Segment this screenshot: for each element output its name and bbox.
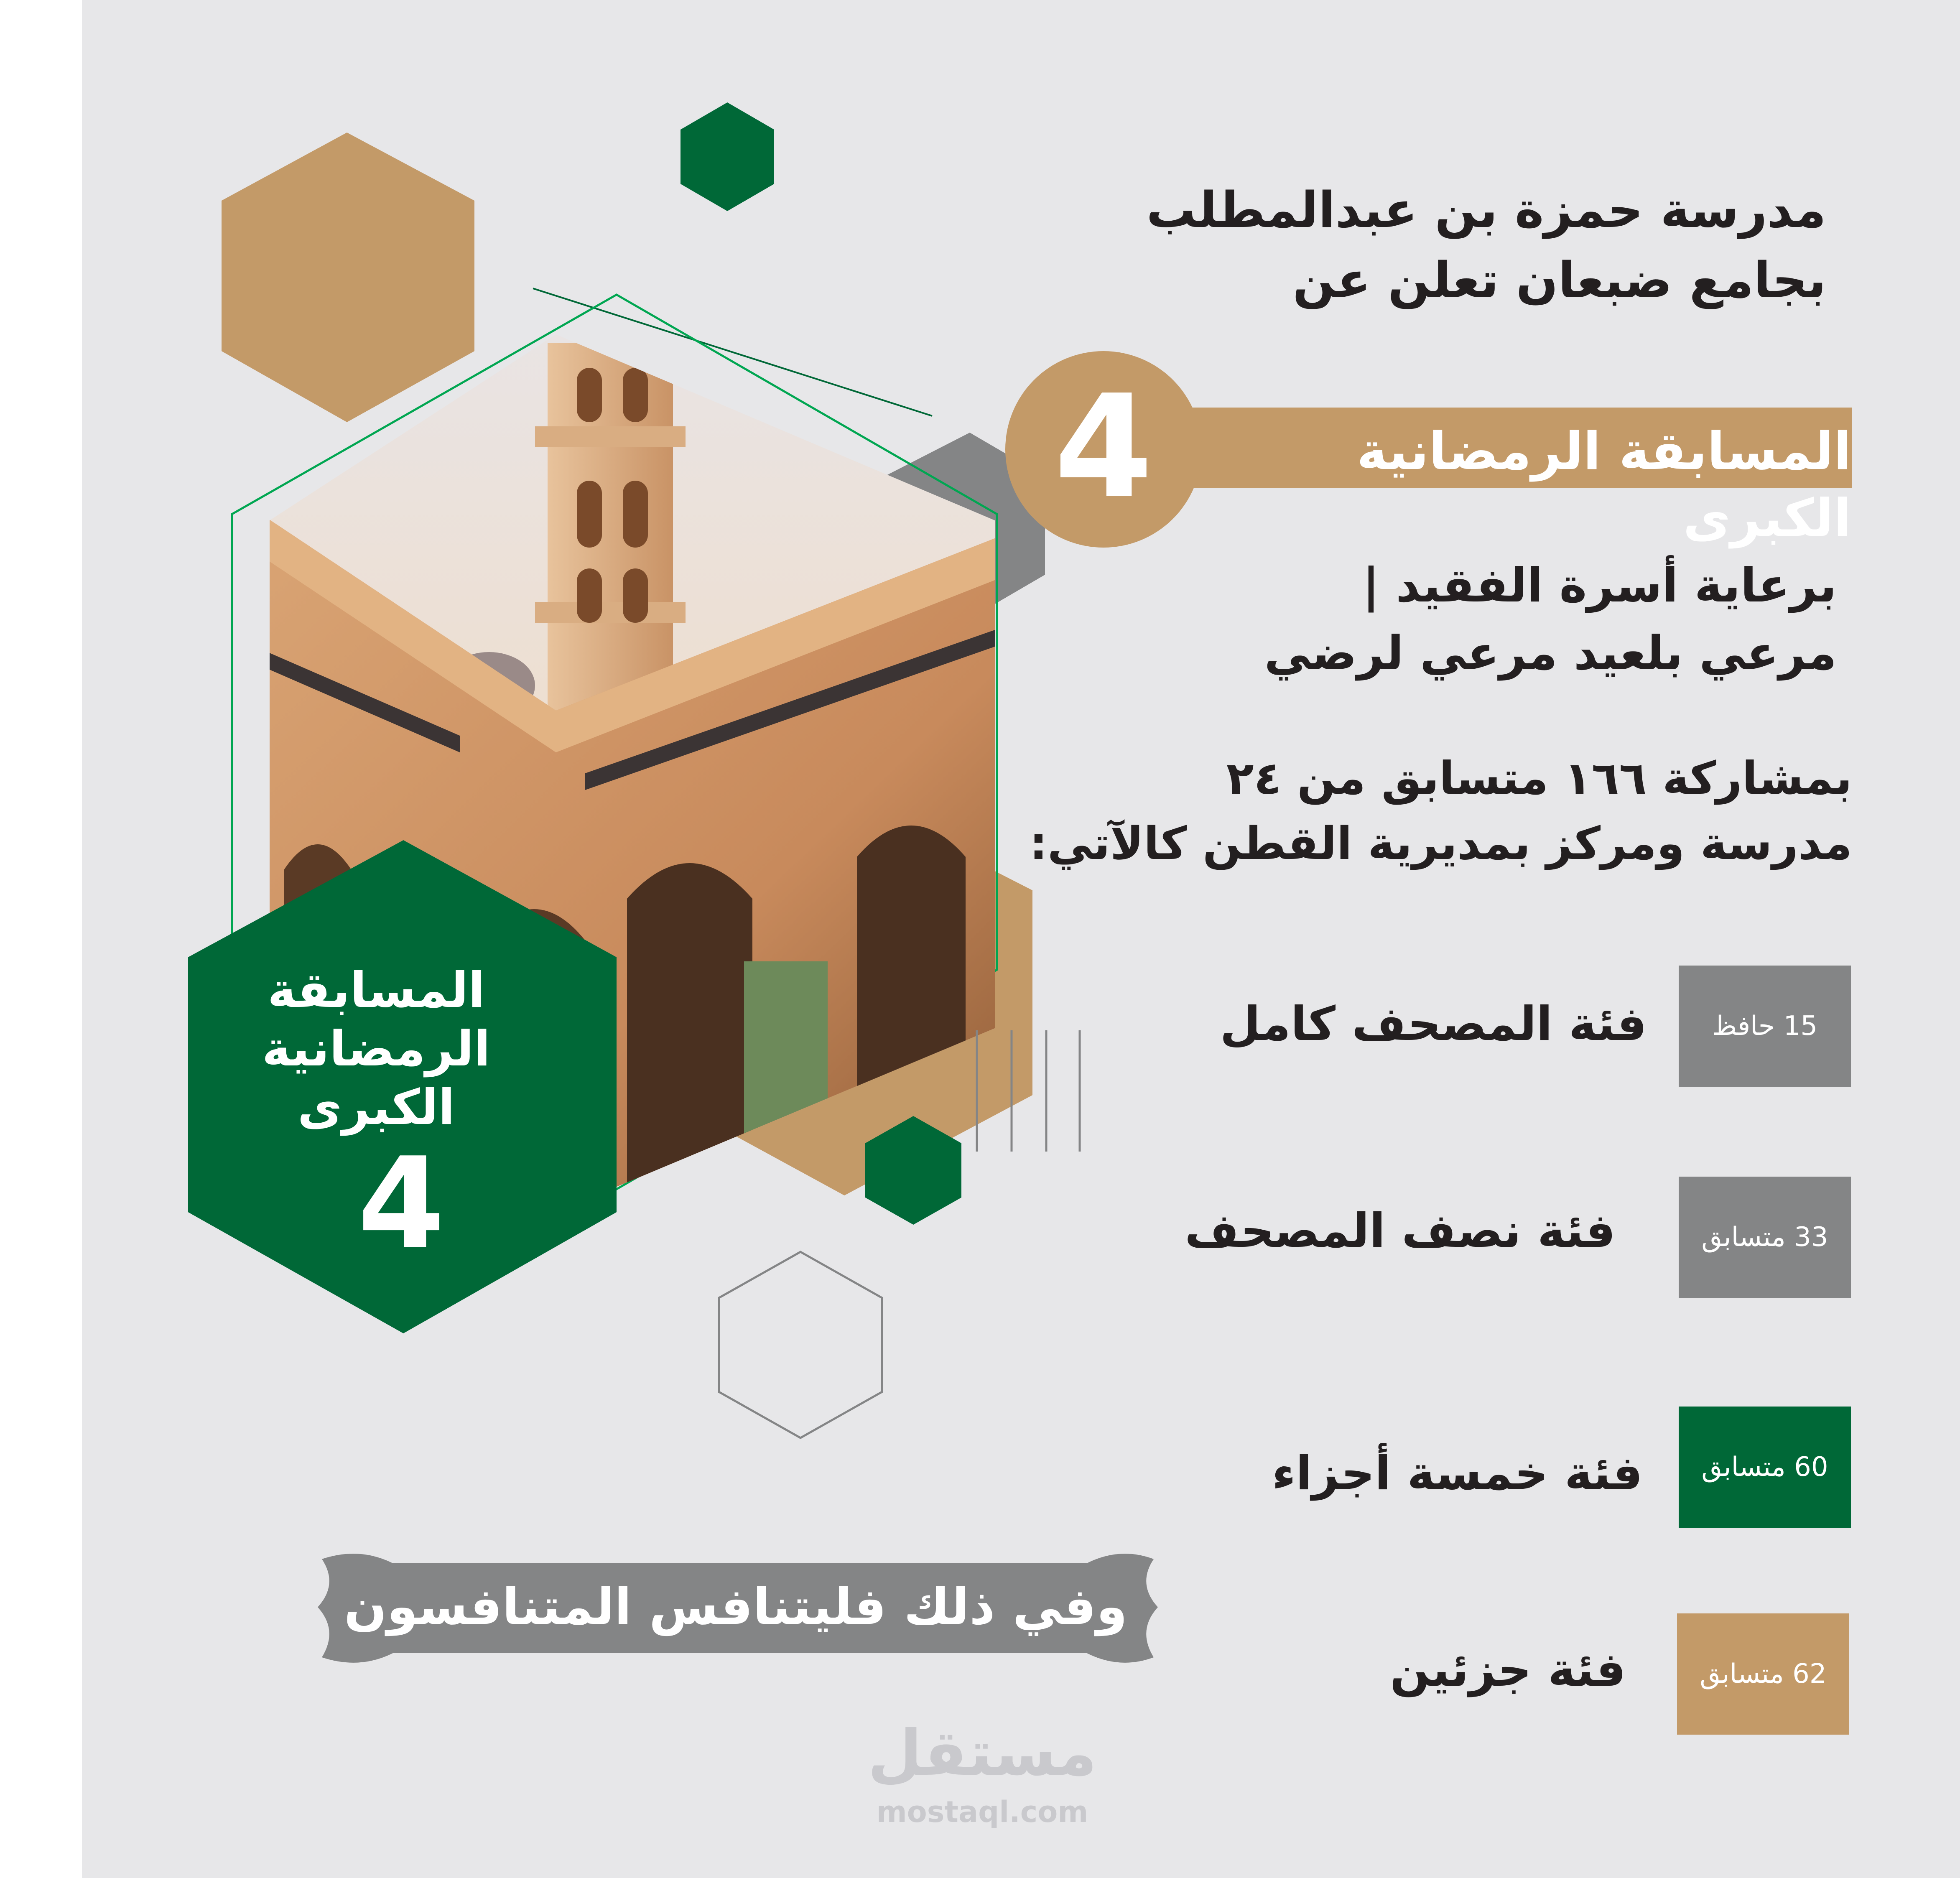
category-label-half-quran: فئة نصف المصحف [1185, 1204, 1616, 1258]
category-label-full-quran: فئة المصحف كامل [1220, 997, 1647, 1051]
watermark-logo: مستقل [867, 1717, 1097, 1790]
banner-number: 4 [1054, 364, 1153, 530]
heading-line-1: مدرسة حمزة بن عبدالمطلب [1146, 181, 1826, 239]
heading-line-2: بجامع ضبعان تعلن عن [1292, 251, 1826, 309]
category-label-five-parts: فئة خمسة أجزاء [1272, 1446, 1643, 1501]
hex-badge-line-1: المسابقة [267, 962, 485, 1019]
category-count-two-parts: 62 متسابق [1677, 1613, 1849, 1735]
green-hexagon-top [681, 102, 774, 211]
category-count-half-quran: 33 متسابق [1679, 1177, 1851, 1298]
participation-line-1: بمشاركة ١٦٦ متسابق من ٢٤ [1226, 752, 1852, 805]
category-count-full-quran: 15 حافظ [1679, 966, 1851, 1087]
ribbon-text: وفي ذلك فليتنافس المتنافسون [344, 1578, 1128, 1636]
sponsor-text [1042, 552, 1837, 687]
hex-badge-title [196, 961, 556, 1137]
tan-hexagon-large [222, 133, 474, 422]
sponsor-line-2: مرعي بلعيد مرعي لرضي [1264, 626, 1837, 680]
participation-line-2: مدرسة ومركز بمديرية القطن كالآتي: [1029, 818, 1852, 870]
participation-text [1016, 746, 1852, 877]
category-count-five-parts: 60 متسابق [1679, 1407, 1851, 1528]
hex-badge-number: 4 [357, 1131, 445, 1277]
hex-badge-line-2: الرمضانية [262, 1021, 491, 1077]
hex-badge-line-3: الكبرى [297, 1079, 455, 1136]
category-label-two-parts: فئة جزئين [1390, 1643, 1626, 1697]
sponsor-line-1: برعاية أسرة الفقيد | [1362, 558, 1837, 613]
school-heading [1032, 175, 1826, 315]
banner-title: المسابقة الرمضانية الكبرى [1356, 421, 1851, 548]
gray-outline-hexagon [719, 1252, 882, 1438]
watermark-url: mostaql.com [876, 1795, 1088, 1829]
